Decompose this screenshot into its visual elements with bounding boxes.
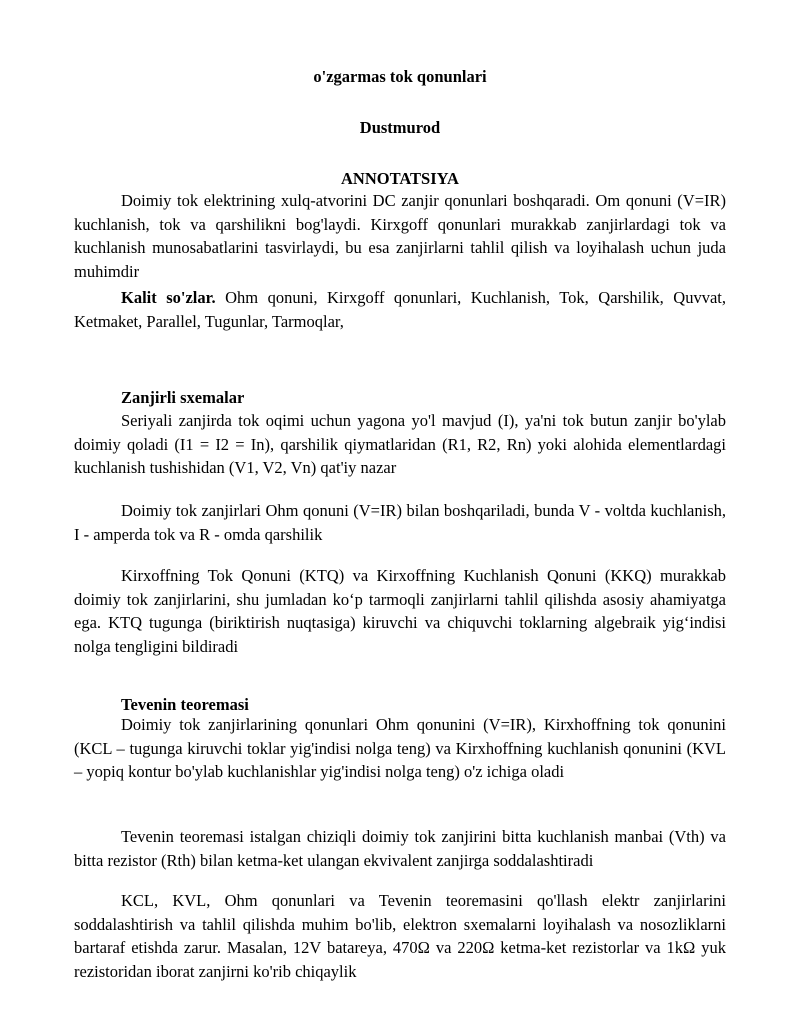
section-heading-zanjirli-sxemalar: Zanjirli sxemalar: [121, 388, 245, 407]
section2-paragraph-3: KCL, KVL, Ohm qonunlari va Tevenin teoremasini qo'llash elektr zanjirlarini soddalashtirish va tahlil qilishda muhim bo'lib, elektron sxemalarni loyihalash va nosozliklarni bartaraf etishda zarur. Masalan, 12V batareya, 470Ω va 220Ω ketma-ket rezistorlar va 1kΩ yuk rezistoridan iborat zanjirni ko'rib chiqaylik: [74, 891, 726, 981]
keywords-text: Ohm qonuni, Kirxgoff qonunlari, Kuchlanish, Tok, Qarshilik, Quvvat, Ketmaket, Parallel, Tugunlar, Tarmoqlar,: [74, 288, 726, 331]
section1-paragraph-2: Doimiy tok zanjirlari Ohm qonuni (V=IR) bilan boshqariladi, bunda V - voltda kuchlanish, I - amperda tok va R - omda qarshilik: [74, 501, 726, 544]
section2-paragraph-2: Tevenin teoremasi istalgan chiziqli doimiy tok zanjirini bitta kuchlanish manbai (Vth) va bitta rezistor (Rth) bilan ketma-ket ulangan ekvivalent zanjirga soddalashtiradi: [74, 827, 726, 870]
abstract-heading: ANNOTATSIYA: [341, 169, 459, 188]
document-author: Dustmurod: [359, 118, 441, 137]
section-heading-tevenin-teoremasi: Tevenin teoremasi: [121, 695, 249, 714]
keywords-label: Kalit so'zlar.: [121, 288, 216, 307]
document-title: o'zgarmas tok qonunlari: [313, 67, 487, 86]
section1-paragraph-1: Seriyali zanjirda tok oqimi uchun yagona yo'l mavjud (I), ya'ni tok butun zanjir bo'ylab doimiy qoladi (I1 = I2 = In), qarshilik qiymatlaridan (R1, R2, Rn) yoki alohida elementlardagi kuchlanish tushishidan (V1, V2, Vn) qat'iy nazar: [74, 411, 726, 477]
section2-paragraph-1: Doimiy tok zanjirlarining qonunlari Ohm qonunini (V=IR), Kirxhoffning tok qonunini (KCL – tugunga kiruvchi toklar yig'indisi nolga teng) va Kirxhoffning kuchlanish qonunini (KVL – yopiq kontur bo'ylab kuchlanishlar yig'indisi nolga teng) o'z ichiga oladi: [74, 715, 726, 781]
section1-paragraph-3: Kirxoffning Tok Qonuni (KTQ) va Kirxoffning Kuchlanish Qonuni (KKQ) murakkab doimiy tok zanjirlarini, shu jumladan ko‘p tarmoqli zanjirlarni tahlil qilishda asosiy ahamiyatga ega. KTQ tugunga (biriktirish nuqtasiga) kiruvchi va chiquvchi toklarning algebraik yig‘indisi nolga tengligini bildiradi: [74, 566, 726, 656]
abstract-paragraph: Doimiy tok elektrining xulq-atvorini DC zanjir qonunlari boshqaradi. Om qonuni (V=IR) kuchlanish, tok va qarshilikni bog'laydi. Kirxgoff qonunlari murakkab zanjirlardagi tok va kuchlanish munosabatlarini tasvirlaydi, bu esa zanjirlarni tahlil qilish va loyihalash uchun juda muhimdir: [74, 191, 726, 281]
keywords-paragraph: [74, 286, 726, 333]
